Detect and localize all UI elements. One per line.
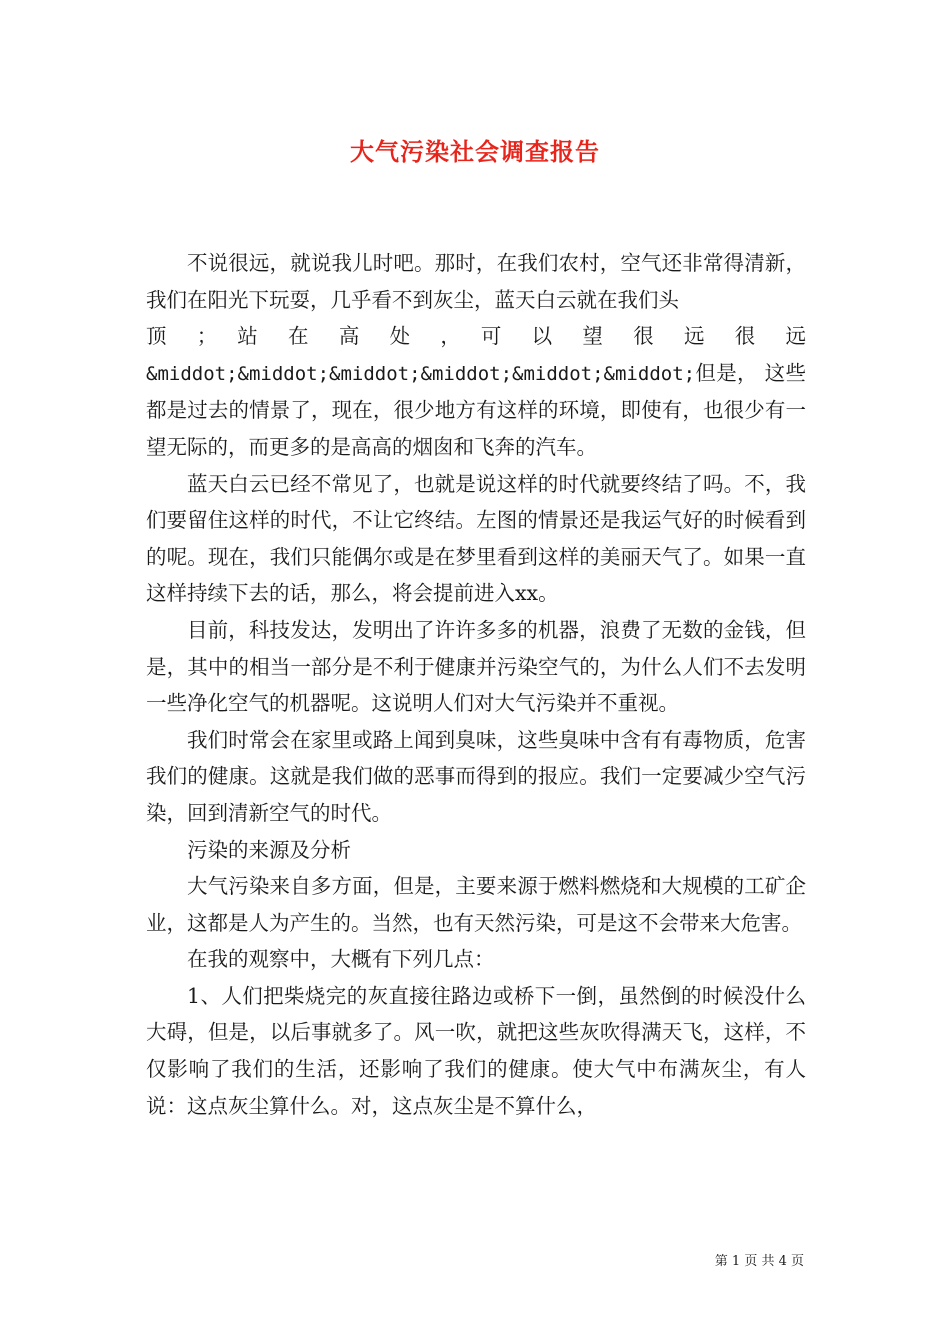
document-title: 大气污染社会调查报告 (350, 137, 600, 166)
document-body (146, 245, 806, 1124)
paragraph-8: 1、人们把柴烧完的灰直接往路边或桥下一倒，虽然倒的时候没什么大碍，但是，以后事就多了。风一吹，就把这些灰吹得满天飞，这样，不仅影响了我们的生活，还影响了我们的健康。使大气中布满灰尘，有人说：这点灰尘算什么。对，这点灰尘是不算什么， (146, 983, 806, 1118)
page-number-footer: 第 1 页 共 4 页 (714, 1254, 804, 1269)
paragraph-1-text-b: 但是， 这些都是过去的情景了，现在，很少地方有这样的环境，即使有，也很少有一望无际的，而更多的是高高的烟囱和飞奔的汽车。 (146, 360, 806, 459)
section-heading-pollution-sources: 污染的来源及分析 (187, 837, 351, 862)
paragraph-1-text-a: 不说很远，就说我儿时吧。那时，在我们农村，空气还非常得清新，我们在阳光下玩耍，几乎看不到灰尘，蓝天白云就在我们头 (146, 251, 806, 312)
paragraph-7: 在我的观察中，大概有下列几点： (187, 947, 495, 972)
paragraph-6: 大气污染来自多方面，但是，主要来源于燃料燃烧和大规模的工矿企业，这都是人为产生的。当然，也有天然污染，可是这不会带来大危害。 (146, 874, 806, 935)
paragraph-1-spread-line: 顶 ； 站 在 高 处 ， 可 以 望 很 远 很 远 (146, 324, 806, 349)
paragraph-4: 我们时常会在家里或路上闻到臭味，这些臭味中含有有毒物质，危害我们的健康。这就是我们做的恶事而得到的报应。我们一定要减少空气污染，回到清新空气的时代。 (146, 727, 806, 825)
paragraph-1 (146, 245, 806, 318)
paragraph-1-continuation (146, 355, 806, 466)
middot-entities: &middot;&middot;&middot;&middot;&middot;&middot; (146, 362, 696, 385)
paragraph-3: 目前，科技发达，发明出了许许多多的机器，浪费了无数的金钱，但是，其中的相当一部分是不利于健康并污染空气的，为什么人们不去发明一些净化空气的机器呢。这说明人们对大气污染并不重视。 (146, 617, 806, 716)
paragraph-2: 蓝天白云已经不常见了，也就是说这样的时代就要终结了吗。不，我们要留住这样的时代，不让它终结。左图的情景还是我运气好的时候看到的呢。现在，我们只能偶尔或是在梦里看到这样的美丽天气了。如果一直这样持续下去的话，那么，将会提前进入xx。 (146, 471, 806, 606)
